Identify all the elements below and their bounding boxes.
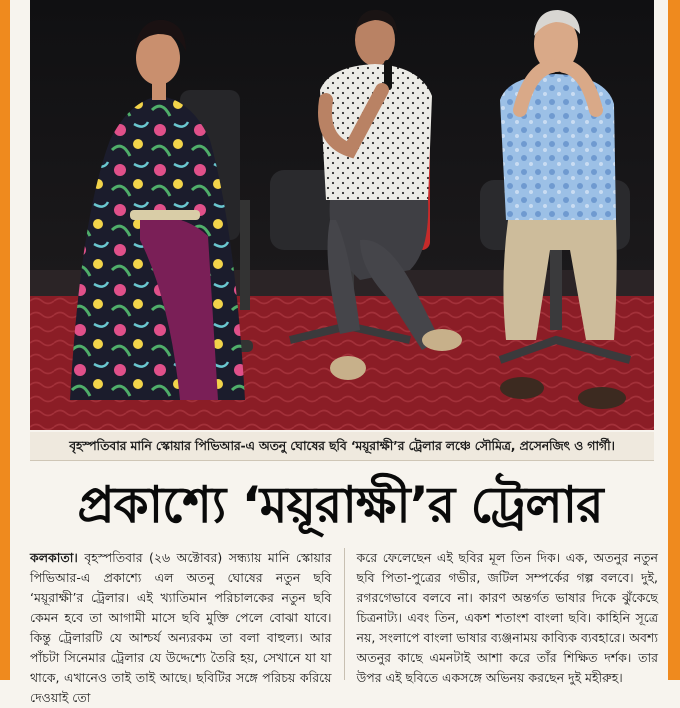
article-text-1: বৃহস্পতিবার (২৬ অক্টোবর) সন্ধ্যায় মানি স্কোয়ার পিভিআর-এ প্রকাশ্যে এল অতনু ঘোষের নতুন ছবি ‘ময়ূরাক্ষী’র ট্রেলার। এই খ্যাতিমান পরিচালকের নতুন ছবি কেমন হবে তা আগামী মাসে ছবি মুক্তি পেলে বোঝা যাবে। কিন্তু ট্রেলারটি যে আশ্চর্য অন্যরকম তা বলা বাহুল্য। আর পাঁচটা সিনেমার ট্রেলার যে উদ্দেশ্যে তৈরি হয়, সেখানে যা যা থাকে, এখানেও তাই তাই আছে। ছবিটির সঙ্গে পরিচয় করিয়ে দেওয়াই তো [30,550,332,705]
headline: প্রকাশ্যে ‘ময়ূরাক্ষী’র ট্রেলার [77,476,603,534]
article-paragraph [30,548,332,708]
article-column-2 [356,548,659,685]
article-body [30,548,658,705]
column-divider [344,548,345,680]
page-frame-right [668,0,680,680]
photo-caption: বৃহস্পতিবার মানি স্কোয়ার পিভিআর-এ অতনু ঘোষের ছবি ‘ময়ূরাক্ষী’র ট্রেলার লঞ্চে সৌমিত্র, প্রসেনজিৎ ও গার্গী। [30,432,654,461]
article-column-1 [30,548,332,705]
article-text-2: করে ফেলেছেন এই ছবির মূল তিন দিক। এক, অতনুর নতুন ছবি পিতা-পুত্রের গভীর, জটিল সম্পর্কের গল্প বলবে। দুই, রগরগেভাবে বলবে না। কারণ অন্তর্গত ভাষার দিকে ঝুঁকেছে চিত্রনাট্য। এবং তিন, একশ শতাংশ বাংলা ছবি। কাহিনি সূত্রে নয়, সংলাপে বাংলা ভাষার ব্যঞ্জনাময় কাব্যিক ব্যবহারে। অবশ্য অতনুর কাছে এমনটাই আশা করে তাঁর শিক্ষিত দর্শক। তার উপর এই ছবিতে একসঙ্গে অভিনয় করছেন দুই মহীরুহ। [356,550,658,685]
page-frame-left [0,0,10,680]
news-photo [30,0,654,430]
dateline: কলকাতা। [30,550,78,565]
